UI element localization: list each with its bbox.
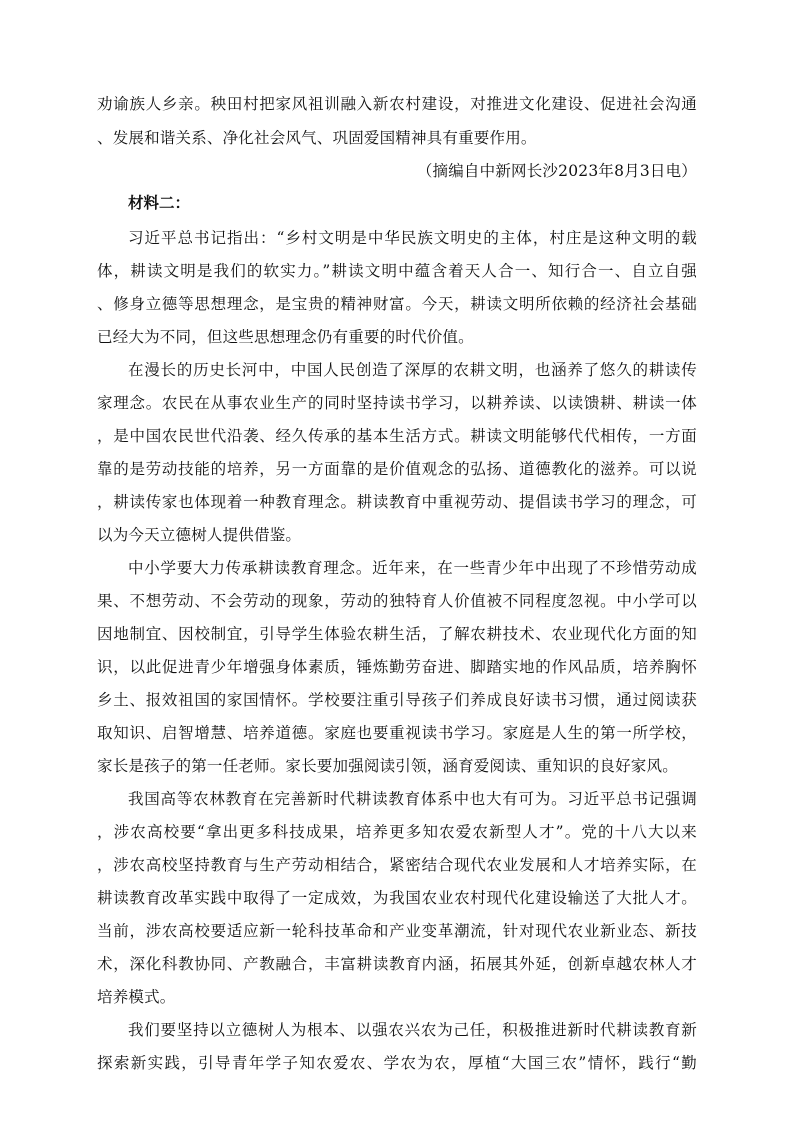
text-line: 习近平总书记指出：“乡村文明是中华民族文明史的主体，村庄是这种文明的载: [128, 229, 697, 247]
text-line: 术，深化科教协同、产教融合，丰富耕读教育内涵，拓展其外延，创新卓越农林人才: [97, 955, 697, 973]
text-line: 劝谕族人乡亲。秧田村把家风祖训融入新农村建设，对推进文化建设、促进社会沟通: [97, 95, 697, 113]
text-line: ，涉农高校坚持教育与生产劳动相结合，紧密结合现代农业发展和人才培养实际，在: [97, 856, 697, 874]
text-line: 家理念。农民在从事农业生产的同时坚持读书学习，以耕养读、以读馈耕、耕读一体: [97, 394, 697, 412]
text-line: 以为今天立德树人提供借鉴。: [97, 526, 302, 544]
text-line: 、修身立德等思想理念，是宝贵的精神财富。今天，耕读文明所依赖的经济社会基础: [97, 295, 697, 313]
text-line: 中小学要大力传承耕读教育理念。近年来，在一些青少年中出现了不珍惜劳动成: [128, 559, 697, 577]
text-line: 、发展和谐关系、净化社会风气、巩固爱国精神具有重要作用。: [97, 129, 537, 147]
text-line: ，涉农高校要“拿出更多科技成果，培养更多知农爱农新型人才”。党的十八大以来: [97, 823, 697, 841]
text-line: 因地制宜、因校制宜，引导学生体验农耕生活，了解农耕技术、农业现代化方面的知: [97, 625, 697, 643]
text-line: 培养模式。: [97, 988, 176, 1006]
section-heading: 材料二：: [128, 193, 191, 212]
source-attribution: （摘编自中新网长沙2023年8月3日电）: [416, 162, 697, 180]
text-line: 识，以此促进青少年增强身体素质，锤炼勤劳奋进、脚踏实地的作风品质，培养胸怀: [97, 658, 697, 676]
text-line: 探索新实践，引导青年学子知农爱农、学农为农，厚植“大国三农”情怀，践行“勤: [97, 1054, 697, 1072]
text-line: 我国高等农林教育在完善新时代耕读教育体系中也大有可为。习近平总书记强调: [128, 790, 697, 808]
text-line: 取知识、启智增慧、培养道德。家庭也要重视读书学习。家庭是人生的第一所学校，: [97, 724, 697, 742]
text-line: 耕读教育改革实践中取得了一定成效，为我国农业农村现代化建设输送了大批人才。: [97, 889, 697, 907]
text-line: 在漫长的历史长河中，中国人民创造了深厚的农耕文明，也涵养了悠久的耕读传: [128, 361, 697, 379]
text-line: 我们要坚持以立德树人为根本、以强农兴农为己任，积极推进新时代耕读教育新: [128, 1021, 697, 1039]
text-line: 果、不想劳动、不会劳动的现象，劳动的独特育人价值被不同程度忽视。中小学可以: [97, 592, 697, 610]
text-line: 靠的是劳动技能的培养，另一方面靠的是价值观念的弘扬、道德教化的滋养。可以说: [97, 460, 697, 478]
text-line: 乡土、报效祖国的家国情怀。学校要注重引导孩子们养成良好读书习惯，通过阅读获: [97, 691, 697, 709]
text-line: 体，耕读文明是我们的软实力。”耕读文明中蕴含着天人合一、知行合一、自立自强: [97, 262, 697, 280]
text-line: 当前，涉农高校要适应新一轮科技革命和产业变革潮流，针对现代农业新业态、新技: [97, 922, 697, 940]
text-line: ，是中国农民世代沿袭、经久传承的基本生活方式。耕读文明能够代代相传，一方面: [97, 427, 697, 445]
text-line: 家长是孩子的第一任老师。家长要加强阅读引领，涵育爱阅读、重知识的良好家风。: [97, 757, 678, 775]
text-line: ，耕读传家也体现着一种教育理念。耕读教育中重视劳动、提倡读书学习的理念，可: [97, 493, 697, 511]
text-line: 已经大为不同，但这些思想理念仍有重要的时代价值。: [97, 328, 474, 346]
